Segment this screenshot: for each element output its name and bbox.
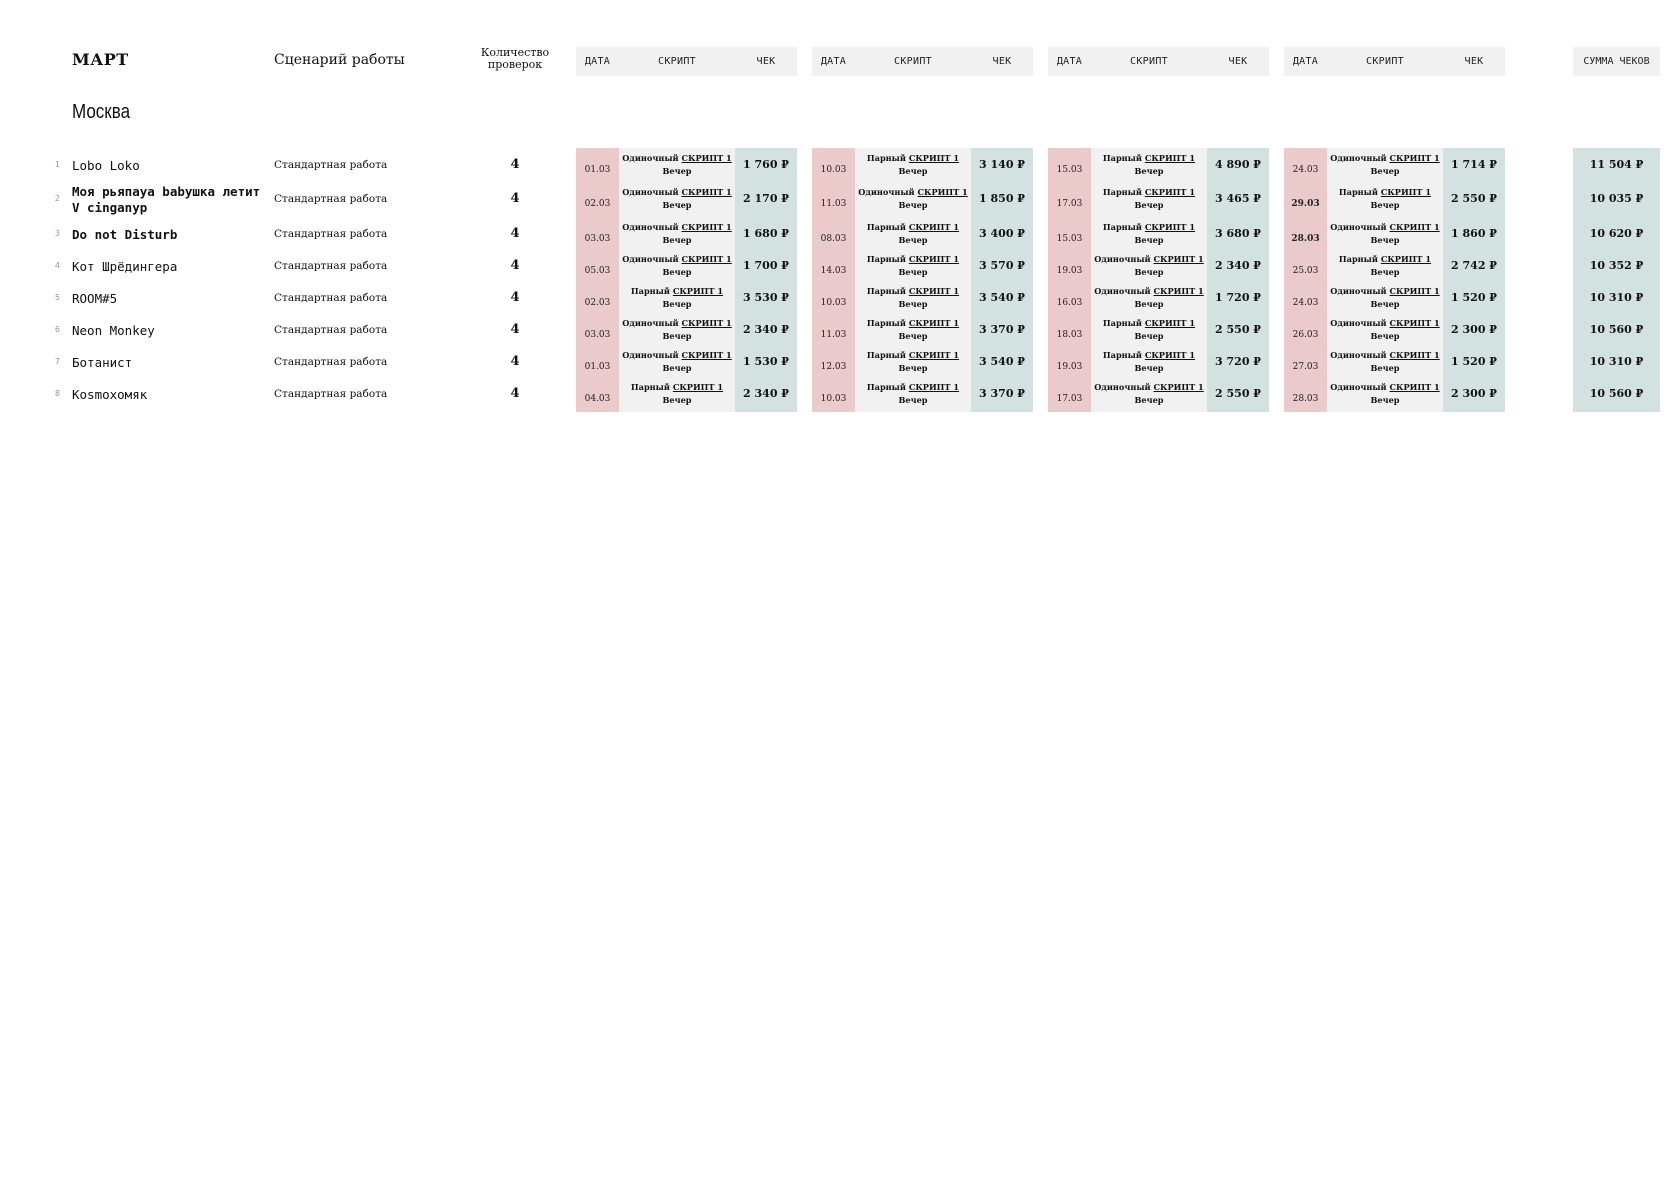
- visit-script-cell[interactable]: [855, 186, 971, 212]
- visit-time: Вечер: [662, 331, 692, 341]
- row-number: 4: [54, 261, 60, 270]
- visit-check-cell: 3 465 ₽: [1215, 192, 1261, 205]
- visit-type: Одиночный: [622, 153, 679, 163]
- visit-check-cell: 1 850 ₽: [979, 192, 1025, 205]
- visit-date-cell: 17.03: [1056, 199, 1083, 209]
- date-column-header: ДАТА: [584, 56, 611, 67]
- visit-type: Одиночный: [622, 350, 679, 360]
- visit-date-cell: 19.03: [1056, 266, 1083, 276]
- script-link[interactable]: СКРИПТ 1: [1389, 382, 1440, 392]
- visit-date-cell: 24.03: [1292, 298, 1319, 308]
- visit-type: Одиночный: [1330, 350, 1387, 360]
- checks-count-cell: 4: [510, 157, 520, 172]
- visit-type: Парный: [630, 382, 670, 392]
- checks-count-cell: 4: [510, 354, 520, 369]
- visit-time: Вечер: [1134, 200, 1164, 210]
- script-link[interactable]: СКРИПТ 1: [681, 222, 732, 232]
- script-link[interactable]: СКРИПТ 1: [1144, 187, 1196, 197]
- visit-script-cell[interactable]: [1327, 349, 1443, 375]
- venue-name[interactable]: Ботанист: [72, 355, 133, 370]
- scenario-column-header: Сценарий работы: [274, 52, 405, 68]
- date-column-header: ДАТА: [820, 56, 847, 67]
- visit-script-cell[interactable]: [855, 253, 971, 279]
- visit-check-cell: 1 720 ₽: [1215, 291, 1261, 304]
- check-column-header: ЧЕК: [1464, 56, 1484, 67]
- visit-date-cell: 28.03: [1292, 394, 1319, 404]
- visit-time: Вечер: [1370, 363, 1400, 373]
- visit-date-cell: 01.03: [584, 165, 611, 175]
- visit-group-header-4: [1284, 47, 1505, 76]
- visit-check-cell: 1 520 ₽: [1451, 291, 1497, 304]
- visit-time: Вечер: [1370, 166, 1400, 176]
- script-link[interactable]: СКРИПТ 1: [1380, 254, 1432, 264]
- script-line: [1091, 221, 1207, 234]
- visit-script-cell[interactable]: [1091, 317, 1207, 343]
- month-title: МАРТ: [72, 50, 129, 69]
- script-line: [1327, 253, 1443, 266]
- scenario-cell: Стандартная работа: [274, 388, 388, 400]
- visit-type: Одиночный: [1330, 286, 1387, 296]
- visit-script-cell[interactable]: [855, 285, 971, 311]
- visit-script-cell[interactable]: [1327, 285, 1443, 311]
- checks-count-cell: 4: [510, 290, 520, 305]
- visit-date-cell: 15.03: [1056, 165, 1083, 175]
- scenario-cell: Стандартная работа: [274, 356, 388, 368]
- scenario-cell: Стандартная работа: [274, 324, 388, 336]
- script-line: [619, 253, 735, 266]
- date-column-header: ДАТА: [1292, 56, 1319, 67]
- visit-group-header-2: [812, 47, 1033, 76]
- visit-type: Парный: [1102, 153, 1142, 163]
- visit-script-cell[interactable]: [619, 349, 735, 375]
- script-link[interactable]: СКРИПТ 1: [1144, 153, 1196, 163]
- script-link[interactable]: СКРИПТ 1: [1389, 318, 1440, 328]
- script-line: [1327, 285, 1443, 298]
- script-link[interactable]: СКРИПТ 1: [1144, 318, 1196, 328]
- visit-type: Одиночный: [1330, 222, 1387, 232]
- script-link[interactable]: СКРИПТ 1: [908, 318, 960, 328]
- script-link[interactable]: СКРИПТ 1: [1144, 222, 1196, 232]
- visit-time: Вечер: [898, 166, 928, 176]
- script-line: [1091, 186, 1207, 199]
- visit-date-cell: 15.03: [1056, 234, 1083, 244]
- script-link[interactable]: СКРИПТ 1: [1144, 350, 1196, 360]
- visit-check-cell: 3 680 ₽: [1215, 227, 1261, 240]
- visit-date-cell: 17.03: [1056, 394, 1083, 404]
- script-line: [855, 349, 971, 362]
- script-column-header: СКРИПТ: [658, 56, 696, 67]
- script-link[interactable]: СКРИПТ 1: [681, 153, 732, 163]
- script-link[interactable]: СКРИПТ 1: [1380, 187, 1432, 197]
- date-column-header: ДАТА: [1056, 56, 1083, 67]
- visit-check-cell: 2 340 ₽: [1215, 259, 1261, 272]
- visit-date-cell: 10.03: [820, 298, 847, 308]
- script-line: [855, 152, 971, 165]
- script-line: [619, 381, 735, 394]
- count-header-line2: проверок: [487, 58, 543, 71]
- visit-date-cell: 29.03: [1291, 199, 1320, 209]
- visit-script-cell[interactable]: [855, 349, 971, 375]
- visit-time: Вечер: [662, 299, 692, 309]
- scenario-cell: Стандартная работа: [274, 193, 388, 205]
- checks-sum-cell: 10 310 ₽: [1589, 291, 1644, 304]
- visit-date-cell: 18.03: [1056, 330, 1083, 340]
- row-number: 7: [54, 357, 60, 366]
- visit-type: Парный: [866, 382, 906, 392]
- visit-date-cell: 03.03: [584, 330, 611, 340]
- script-line: [619, 285, 735, 298]
- script-link[interactable]: СКРИПТ 1: [908, 286, 960, 296]
- visit-script-cell[interactable]: [619, 253, 735, 279]
- script-link[interactable]: СКРИПТ 1: [917, 187, 968, 197]
- visit-check-cell: 3 370 ₽: [979, 387, 1025, 400]
- script-link[interactable]: СКРИПТ 1: [672, 382, 724, 392]
- visit-type: Одиночный: [1094, 286, 1151, 296]
- visit-check-cell: 1 530 ₽: [743, 355, 789, 368]
- script-line: [619, 152, 735, 165]
- visit-script-cell[interactable]: [1327, 186, 1443, 212]
- visit-script-cell[interactable]: [1327, 381, 1443, 407]
- venue-name[interactable]: Моя рьяпaya babушка летит V cinganyp: [72, 184, 261, 215]
- visit-script-cell[interactable]: [1091, 349, 1207, 375]
- visit-time: Вечер: [1370, 235, 1400, 245]
- visit-time: Вечер: [898, 200, 928, 210]
- script-line: [1327, 349, 1443, 362]
- visit-check-cell: 3 140 ₽: [979, 158, 1025, 171]
- visit-time: Вечер: [662, 267, 692, 277]
- visit-time: Вечер: [1134, 166, 1164, 176]
- row-number: 8: [54, 389, 60, 398]
- check-column-bg: [1443, 148, 1505, 412]
- checks-sum-cell: 11 504 ₽: [1589, 158, 1644, 171]
- visit-type: Одиночный: [1094, 382, 1151, 392]
- sum-column-header: СУММА ЧЕКОВ: [1573, 47, 1660, 76]
- visit-time: Вечер: [1134, 267, 1164, 277]
- count-header-line1: Количество: [480, 46, 550, 59]
- date-column-bg: [1048, 148, 1091, 412]
- check-column-bg: [971, 148, 1033, 412]
- visit-time: Вечер: [1370, 331, 1400, 341]
- checks-count-cell: 4: [510, 258, 520, 273]
- visit-date-cell: 28.03: [1291, 234, 1320, 244]
- visit-group-header-3: [1048, 47, 1269, 76]
- script-link[interactable]: СКРИПТ 1: [1389, 286, 1440, 296]
- date-column-bg: [1284, 148, 1327, 412]
- visit-check-cell: 2 550 ₽: [1215, 387, 1261, 400]
- visit-script-cell[interactable]: [855, 152, 971, 178]
- visit-time: Вечер: [898, 363, 928, 373]
- visit-script-cell[interactable]: [1091, 152, 1207, 178]
- checks-sum-cell: 10 035 ₽: [1589, 192, 1644, 205]
- script-line: [619, 349, 735, 362]
- visit-time: Вечер: [1134, 331, 1164, 341]
- visit-script-cell[interactable]: [1327, 152, 1443, 178]
- script-line: [619, 317, 735, 330]
- visit-date-cell: 01.03: [584, 362, 611, 372]
- visit-time: Вечер: [662, 166, 692, 176]
- script-link[interactable]: СКРИПТ 1: [1389, 350, 1440, 360]
- checks-count-cell: 4: [510, 386, 520, 401]
- scenario-cell: Стандартная работа: [274, 228, 388, 240]
- script-line: [619, 186, 735, 199]
- script-line: [1091, 152, 1207, 165]
- visit-time: Вечер: [1134, 235, 1164, 245]
- script-line: [1327, 152, 1443, 165]
- visit-date-cell: 14.03: [820, 266, 847, 276]
- sum-column-bg: [1573, 148, 1660, 412]
- visit-script-cell[interactable]: [619, 186, 735, 212]
- venue-name[interactable]: Кот Шрёдингера: [72, 259, 178, 274]
- script-link[interactable]: СКРИПТ 1: [681, 350, 732, 360]
- visit-type: Одиночный: [622, 222, 679, 232]
- script-link[interactable]: СКРИПТ 1: [681, 254, 732, 264]
- visit-date-cell: 12.03: [820, 362, 847, 372]
- visit-date-cell: 11.03: [820, 199, 847, 209]
- count-column-header: [474, 47, 556, 71]
- visit-date-cell: 03.03: [584, 234, 611, 244]
- visit-type: Парный: [1102, 318, 1142, 328]
- visit-check-cell: 3 540 ₽: [979, 355, 1025, 368]
- visit-date-cell: 27.03: [1292, 362, 1319, 372]
- script-line: [855, 285, 971, 298]
- script-line: [619, 221, 735, 234]
- visit-check-cell: 1 860 ₽: [1451, 227, 1497, 240]
- checks-sum-cell: 10 310 ₽: [1589, 355, 1644, 368]
- visit-check-cell: 1 760 ₽: [743, 158, 789, 171]
- visit-type: Парный: [1102, 350, 1142, 360]
- visit-script-cell[interactable]: [619, 221, 735, 247]
- visit-type: Одиночный: [1330, 153, 1387, 163]
- visit-check-cell: 2 550 ₽: [1451, 192, 1497, 205]
- visit-script-cell[interactable]: [855, 381, 971, 407]
- check-column-bg: [735, 148, 797, 412]
- script-link[interactable]: СКРИПТ 1: [908, 222, 960, 232]
- row-number: 5: [54, 293, 60, 302]
- script-link[interactable]: СКРИПТ 1: [672, 286, 724, 296]
- script-link[interactable]: СКРИПТ 1: [908, 382, 960, 392]
- visit-time: Вечер: [1134, 299, 1164, 309]
- visit-script-cell[interactable]: [619, 285, 735, 311]
- script-link[interactable]: СКРИПТ 1: [908, 350, 960, 360]
- visit-time: Вечер: [662, 363, 692, 373]
- script-line: [855, 253, 971, 266]
- script-column-header: СКРИПТ: [894, 56, 932, 67]
- visit-check-cell: 1 520 ₽: [1451, 355, 1497, 368]
- visit-type: Одиночный: [1330, 318, 1387, 328]
- visit-date-cell: 04.03: [584, 394, 611, 404]
- visit-script-cell[interactable]: [1327, 317, 1443, 343]
- visit-type: Одиночный: [622, 187, 679, 197]
- script-link[interactable]: СКРИПТ 1: [1153, 254, 1204, 264]
- check-column-header: ЧЕК: [992, 56, 1012, 67]
- visit-date-cell: 26.03: [1292, 330, 1319, 340]
- visit-check-cell: 4 890 ₽: [1215, 158, 1261, 171]
- visit-check-cell: 3 540 ₽: [979, 291, 1025, 304]
- checks-sum-cell: 10 560 ₽: [1589, 323, 1644, 336]
- visit-script-cell[interactable]: [1091, 221, 1207, 247]
- script-link[interactable]: СКРИПТ 1: [908, 153, 960, 163]
- visit-type: Парный: [630, 286, 670, 296]
- visit-check-cell: 1 700 ₽: [743, 259, 789, 272]
- script-line: [1327, 317, 1443, 330]
- date-column-bg: [576, 148, 619, 412]
- visit-check-cell: 3 720 ₽: [1215, 355, 1261, 368]
- venue-name[interactable]: Do not Disturb: [72, 227, 178, 242]
- visit-check-cell: 3 570 ₽: [979, 259, 1025, 272]
- script-line: [855, 186, 971, 199]
- visit-date-cell: 10.03: [820, 165, 847, 175]
- script-line: [1327, 381, 1443, 394]
- date-column-bg: [812, 148, 855, 412]
- row-number: 6: [54, 325, 60, 334]
- visit-time: Вечер: [662, 200, 692, 210]
- scenario-cell: Стандартная работа: [274, 260, 388, 272]
- visit-type: Одиночный: [622, 254, 679, 264]
- visit-type: Парный: [866, 153, 906, 163]
- checks-count-cell: 4: [510, 322, 520, 337]
- visit-type: Парный: [866, 318, 906, 328]
- visit-script-cell[interactable]: [1091, 253, 1207, 279]
- visit-type: Парный: [866, 222, 906, 232]
- visit-type: Парный: [1102, 222, 1142, 232]
- visit-date-cell: 24.03: [1292, 165, 1319, 175]
- visit-check-cell: 3 530 ₽: [743, 291, 789, 304]
- visit-type: Парный: [1338, 187, 1378, 197]
- visit-date-cell: 05.03: [584, 266, 611, 276]
- visit-type: Парный: [1102, 187, 1142, 197]
- visit-time: Вечер: [1370, 200, 1400, 210]
- checks-sum-cell: 10 560 ₽: [1589, 387, 1644, 400]
- visit-time: Вечер: [898, 299, 928, 309]
- script-line: [1327, 186, 1443, 199]
- script-column-header: СКРИПТ: [1366, 56, 1404, 67]
- script-line: [855, 381, 971, 394]
- visit-time: Вечер: [898, 331, 928, 341]
- script-link[interactable]: СКРИПТ 1: [681, 318, 732, 328]
- visit-time: Вечер: [1370, 395, 1400, 405]
- visit-date-cell: 11.03: [820, 330, 847, 340]
- visit-type: Парный: [866, 254, 906, 264]
- script-line: [1091, 285, 1207, 298]
- script-line: [1091, 253, 1207, 266]
- visit-time: Вечер: [1370, 267, 1400, 277]
- visit-check-cell: 2 340 ₽: [743, 323, 789, 336]
- script-link[interactable]: СКРИПТ 1: [908, 254, 960, 264]
- script-link[interactable]: СКРИПТ 1: [1153, 382, 1204, 392]
- visit-check-cell: 2 340 ₽: [743, 387, 789, 400]
- venue-name[interactable]: Kosmoхомяк: [72, 387, 148, 402]
- visit-date-cell: 02.03: [584, 199, 611, 209]
- visit-date-cell: 10.03: [820, 394, 847, 404]
- checks-count-cell: 4: [510, 226, 520, 241]
- visit-type: Одиночный: [1330, 382, 1387, 392]
- visit-check-cell: 2 170 ₽: [743, 192, 789, 205]
- visit-script-cell[interactable]: [1091, 186, 1207, 212]
- visit-group-header-1: [576, 47, 797, 76]
- visit-type: Одиночный: [1094, 254, 1151, 264]
- visit-script-cell[interactable]: [1327, 221, 1443, 247]
- visit-script-cell[interactable]: [1327, 253, 1443, 279]
- row-number: 1: [54, 160, 60, 169]
- venue-name[interactable]: Lobo Loko: [72, 158, 140, 173]
- visit-type: Парный: [866, 286, 906, 296]
- visit-time: Вечер: [1134, 395, 1164, 405]
- visit-check-cell: 2 742 ₽: [1451, 259, 1497, 272]
- visit-date-cell: 25.03: [1292, 266, 1319, 276]
- visit-date-cell: 19.03: [1056, 362, 1083, 372]
- check-column-bg: [1207, 148, 1269, 412]
- check-column-header: ЧЕК: [1228, 56, 1248, 67]
- visit-script-cell[interactable]: [1091, 381, 1207, 407]
- script-column-header: СКРИПТ: [1130, 56, 1168, 67]
- visit-script-cell[interactable]: [1091, 285, 1207, 311]
- scenario-cell: Стандартная работа: [274, 292, 388, 304]
- script-line: [1327, 221, 1443, 234]
- visit-date-cell: 02.03: [584, 298, 611, 308]
- script-line: [855, 221, 971, 234]
- visit-check-cell: 2 300 ₽: [1451, 323, 1497, 336]
- visit-check-cell: 1 680 ₽: [743, 227, 789, 240]
- visit-time: Вечер: [662, 235, 692, 245]
- visit-script-cell[interactable]: [619, 381, 735, 407]
- visit-check-cell: 1 714 ₽: [1451, 158, 1497, 171]
- visit-check-cell: 3 370 ₽: [979, 323, 1025, 336]
- venue-name[interactable]: Neon Monkey: [72, 323, 155, 338]
- checks-count-cell: 4: [510, 191, 520, 206]
- visit-script-cell[interactable]: [855, 317, 971, 343]
- checks-sum-cell: 10 352 ₽: [1589, 259, 1644, 272]
- venue-name[interactable]: ROOM#5: [72, 291, 118, 306]
- visit-type: Одиночный: [858, 187, 915, 197]
- scenario-cell: Стандартная работа: [274, 159, 388, 171]
- script-line: [855, 317, 971, 330]
- visit-check-cell: 3 400 ₽: [979, 227, 1025, 240]
- script-link[interactable]: СКРИПТ 1: [1389, 153, 1440, 163]
- visit-check-cell: 2 300 ₽: [1451, 387, 1497, 400]
- row-number: 3: [54, 229, 60, 238]
- visit-time: Вечер: [898, 235, 928, 245]
- visit-script-cell[interactable]: [619, 152, 735, 178]
- script-link[interactable]: СКРИПТ 1: [681, 187, 732, 197]
- script-link[interactable]: СКРИПТ 1: [1389, 222, 1440, 232]
- checks-sum-cell: 10 620 ₽: [1589, 227, 1644, 240]
- script-line: [1091, 381, 1207, 394]
- visit-type: Парный: [866, 350, 906, 360]
- visit-date-cell: 16.03: [1056, 298, 1083, 308]
- script-line: [1091, 349, 1207, 362]
- visit-type: Одиночный: [622, 318, 679, 328]
- script-link[interactable]: СКРИПТ 1: [1153, 286, 1204, 296]
- visit-type: Парный: [1338, 254, 1378, 264]
- visit-check-cell: 2 550 ₽: [1215, 323, 1261, 336]
- row-number: 2: [54, 194, 60, 203]
- visit-script-cell[interactable]: [855, 221, 971, 247]
- visit-time: Вечер: [898, 395, 928, 405]
- visit-time: Вечер: [898, 267, 928, 277]
- visit-date-cell: 08.03: [820, 234, 847, 244]
- city-heading: Москва: [72, 101, 131, 123]
- visit-time: Вечер: [1134, 363, 1164, 373]
- check-column-header: ЧЕК: [756, 56, 776, 67]
- visit-time: Вечер: [662, 395, 692, 405]
- visit-time: Вечер: [1370, 299, 1400, 309]
- visit-script-cell[interactable]: [619, 317, 735, 343]
- script-line: [1091, 317, 1207, 330]
